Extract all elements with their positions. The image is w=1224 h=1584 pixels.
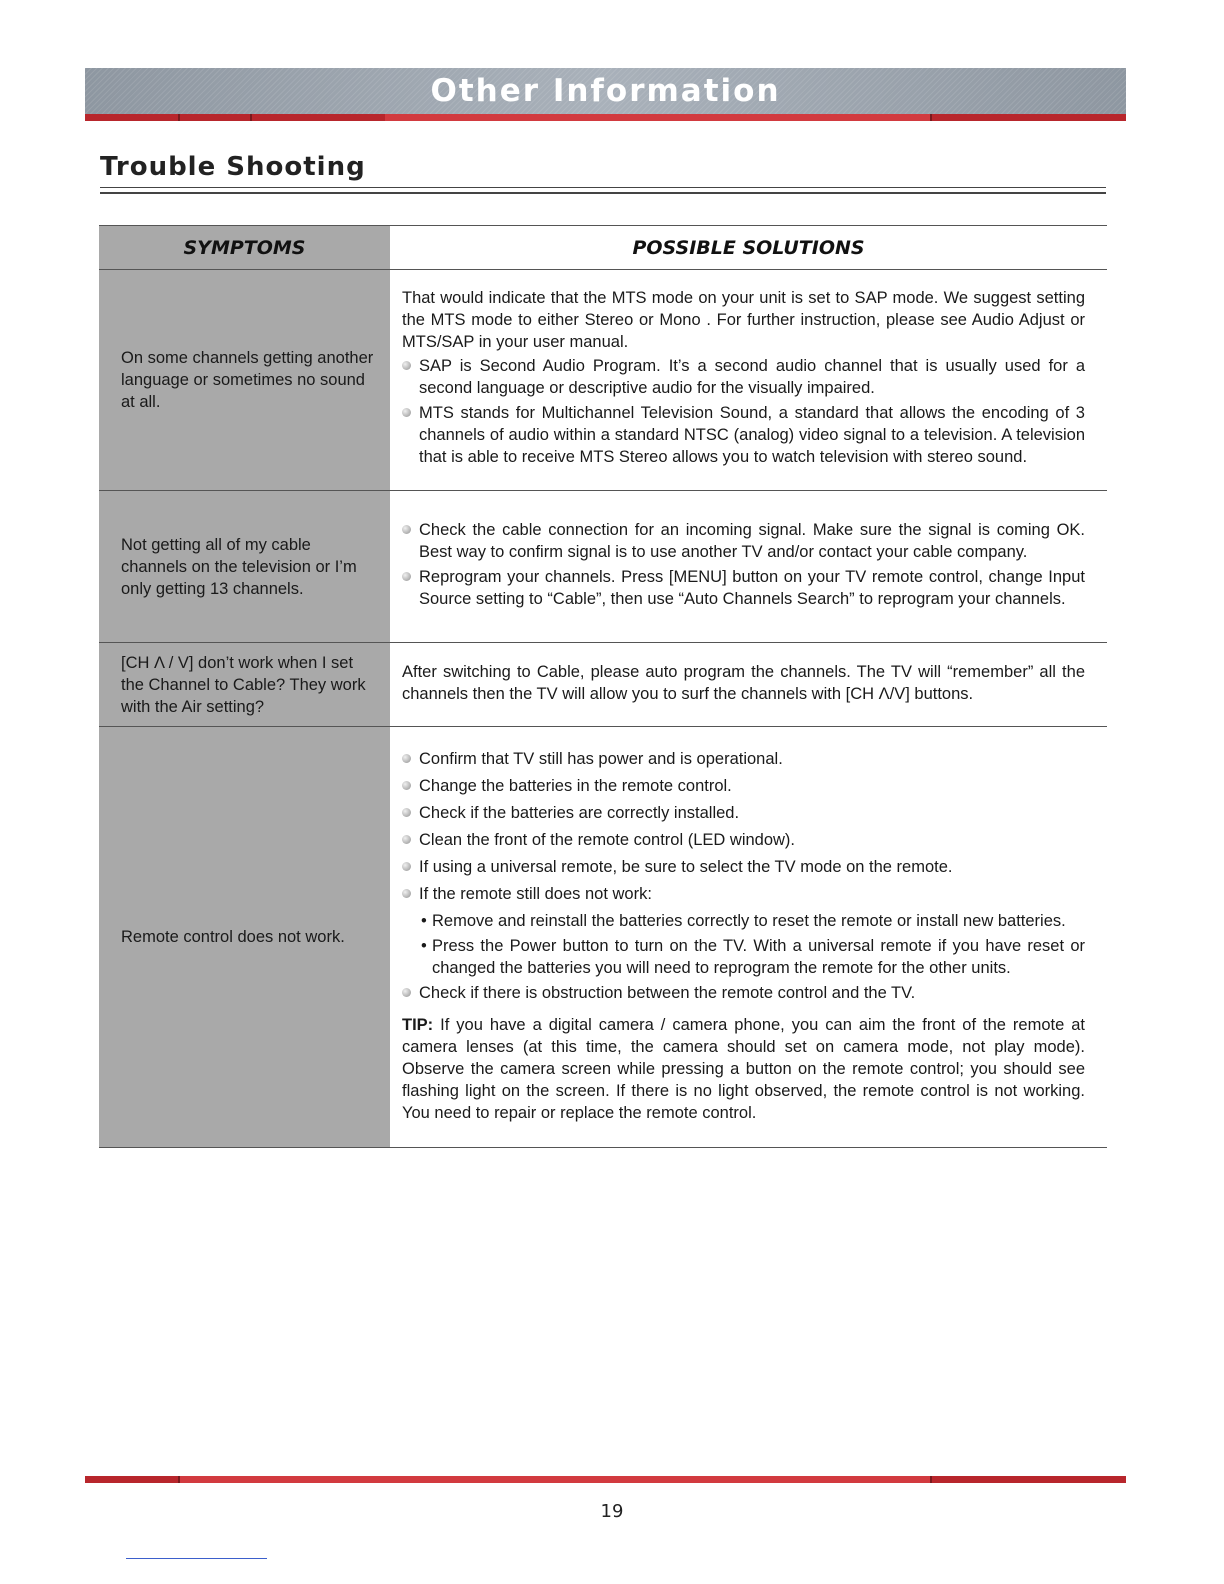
bullet-icon xyxy=(402,754,411,763)
sub-bullet-text: Press the Power button to turn on the TV. With a universal remote if you have reset or changed the batteries you will need to reprogram the remote for the other units. xyxy=(432,937,1085,977)
bullet-icon xyxy=(402,781,411,790)
bullet-icon xyxy=(402,525,411,534)
solution-cell xyxy=(390,270,1107,491)
bullet-icon xyxy=(402,572,411,581)
table-row xyxy=(99,643,1107,727)
symptom-cell: Remote control does not work. xyxy=(99,727,390,1148)
symptom-cell: Not getting all of my cable channels on the television or I’m only getting 13 channels. xyxy=(99,491,390,643)
solution-sub-bullet xyxy=(402,910,1085,932)
solution-cell xyxy=(390,643,1107,727)
bullet-icon xyxy=(402,862,411,871)
tip-label: TIP: xyxy=(402,1016,434,1034)
page-number: 19 xyxy=(600,1501,624,1522)
header-rule xyxy=(85,114,1126,121)
bullet-text: Change the batteries in the remote control. xyxy=(419,777,732,795)
bullet-text: MTS stands for Multichannel Television Sound, a standard that allows the encoding of 3 channels of audio within a standard NTSC (analog) video signal to a television. A television that is able to receive MTS Stereo allows you to watch television with stereo sound. xyxy=(419,404,1085,466)
symptom-cell: On some channels getting another language or sometimes no sound at all. xyxy=(99,270,390,491)
section-banner xyxy=(85,68,1126,114)
sub-bullet-text: Remove and reinstall the batteries correctly to reset the remote or install new batteries. xyxy=(432,912,1066,930)
header-solutions: POSSIBLE SOLUTIONS xyxy=(390,226,1107,270)
title-underline-thick xyxy=(100,192,1106,194)
table-row xyxy=(99,727,1107,1148)
solution-sub-bullet xyxy=(402,935,1085,979)
bullet-icon xyxy=(402,408,411,417)
page-title: Trouble Shooting xyxy=(100,152,366,182)
solution-bullet xyxy=(402,519,1085,563)
bullet-text: Check if the batteries are correctly installed. xyxy=(419,804,740,822)
sub-bullet-marker: • xyxy=(421,912,427,930)
bullet-icon xyxy=(402,988,411,997)
bullet-icon xyxy=(402,889,411,898)
bullet-icon xyxy=(402,361,411,370)
solution-bullet xyxy=(402,748,1085,770)
solution-text: After switching to Cable, please auto program the channels. The TV will “remember” all the channels then the TV will allow you to surf the channels with [CH Λ/V] buttons. xyxy=(402,662,1085,703)
bullet-text: If using a universal remote, be sure to select the TV mode on the remote. xyxy=(419,858,953,876)
solution-cell xyxy=(390,491,1107,643)
table-header-row xyxy=(99,226,1107,270)
solution-cell xyxy=(390,727,1107,1148)
bullet-text: If the remote still does not work: xyxy=(419,885,652,903)
footer-link-underline xyxy=(126,1558,267,1559)
solution-bullet xyxy=(402,883,1085,905)
bullet-text: SAP is Second Audio Program. It’s a second audio channel that is usually used for a second language or descriptive audio for the visually impaired. xyxy=(419,357,1085,397)
solution-bullet xyxy=(402,775,1085,797)
bullet-text: Confirm that TV still has power and is operational. xyxy=(419,750,783,768)
table-row xyxy=(99,491,1107,643)
footer-rule xyxy=(85,1476,1126,1483)
solution-bullet xyxy=(402,402,1085,468)
solution-bullet xyxy=(402,355,1085,399)
solution-bullet xyxy=(402,829,1085,851)
solution-bullet xyxy=(402,856,1085,878)
solution-bullet xyxy=(402,982,1085,1004)
banner-title: Other Information xyxy=(430,73,781,109)
solution-bullet xyxy=(402,802,1085,824)
table-row xyxy=(99,270,1107,491)
bullet-text: Clean the front of the remote control (LED window). xyxy=(419,831,796,849)
troubleshooting-table xyxy=(99,225,1107,1148)
title-underline xyxy=(100,187,1106,188)
tip-paragraph xyxy=(402,1014,1085,1124)
solution-intro: That would indicate that the MTS mode on your unit is set to SAP mode. We suggest setting the MTS mode to either Stereo or Mono . For further instruction, please see Audio Adjust or MTS/SAP in your user manual. xyxy=(402,289,1085,351)
bullet-icon xyxy=(402,835,411,844)
bullet-icon xyxy=(402,808,411,817)
bullet-text: Check if there is obstruction between the remote control and the TV. xyxy=(419,984,916,1002)
bullet-text: Reprogram your channels. Press [MENU] button on your TV remote control, change Input Source setting to “Cable”, then use “Auto Channels Search” to reprogram your channels. xyxy=(419,567,1085,608)
symptom-cell: [CH Λ / V] don’t work when I set the Channel to Cable? They work with the Air setting? xyxy=(99,643,390,727)
header-symptoms: SYMPTOMS xyxy=(99,226,390,270)
solution-bullet xyxy=(402,566,1085,610)
bullet-text: Check the cable connection for an incoming signal. Make sure the signal is coming OK. Best way to confirm signal is to use another TV and/or contact your cable company. xyxy=(419,520,1085,561)
tip-text: If you have a digital camera / camera phone, you can aim the front of the remote at camera lenses (at this time, the camera should set on camera mode, not play mode). Observe the camera screen while pressing a button on the remote control; you should see flashing light on the screen. If there is no light observed, the remote control is not working. You need to repair or replace the remote control. xyxy=(402,1016,1085,1122)
sub-bullet-marker: • xyxy=(421,937,427,955)
